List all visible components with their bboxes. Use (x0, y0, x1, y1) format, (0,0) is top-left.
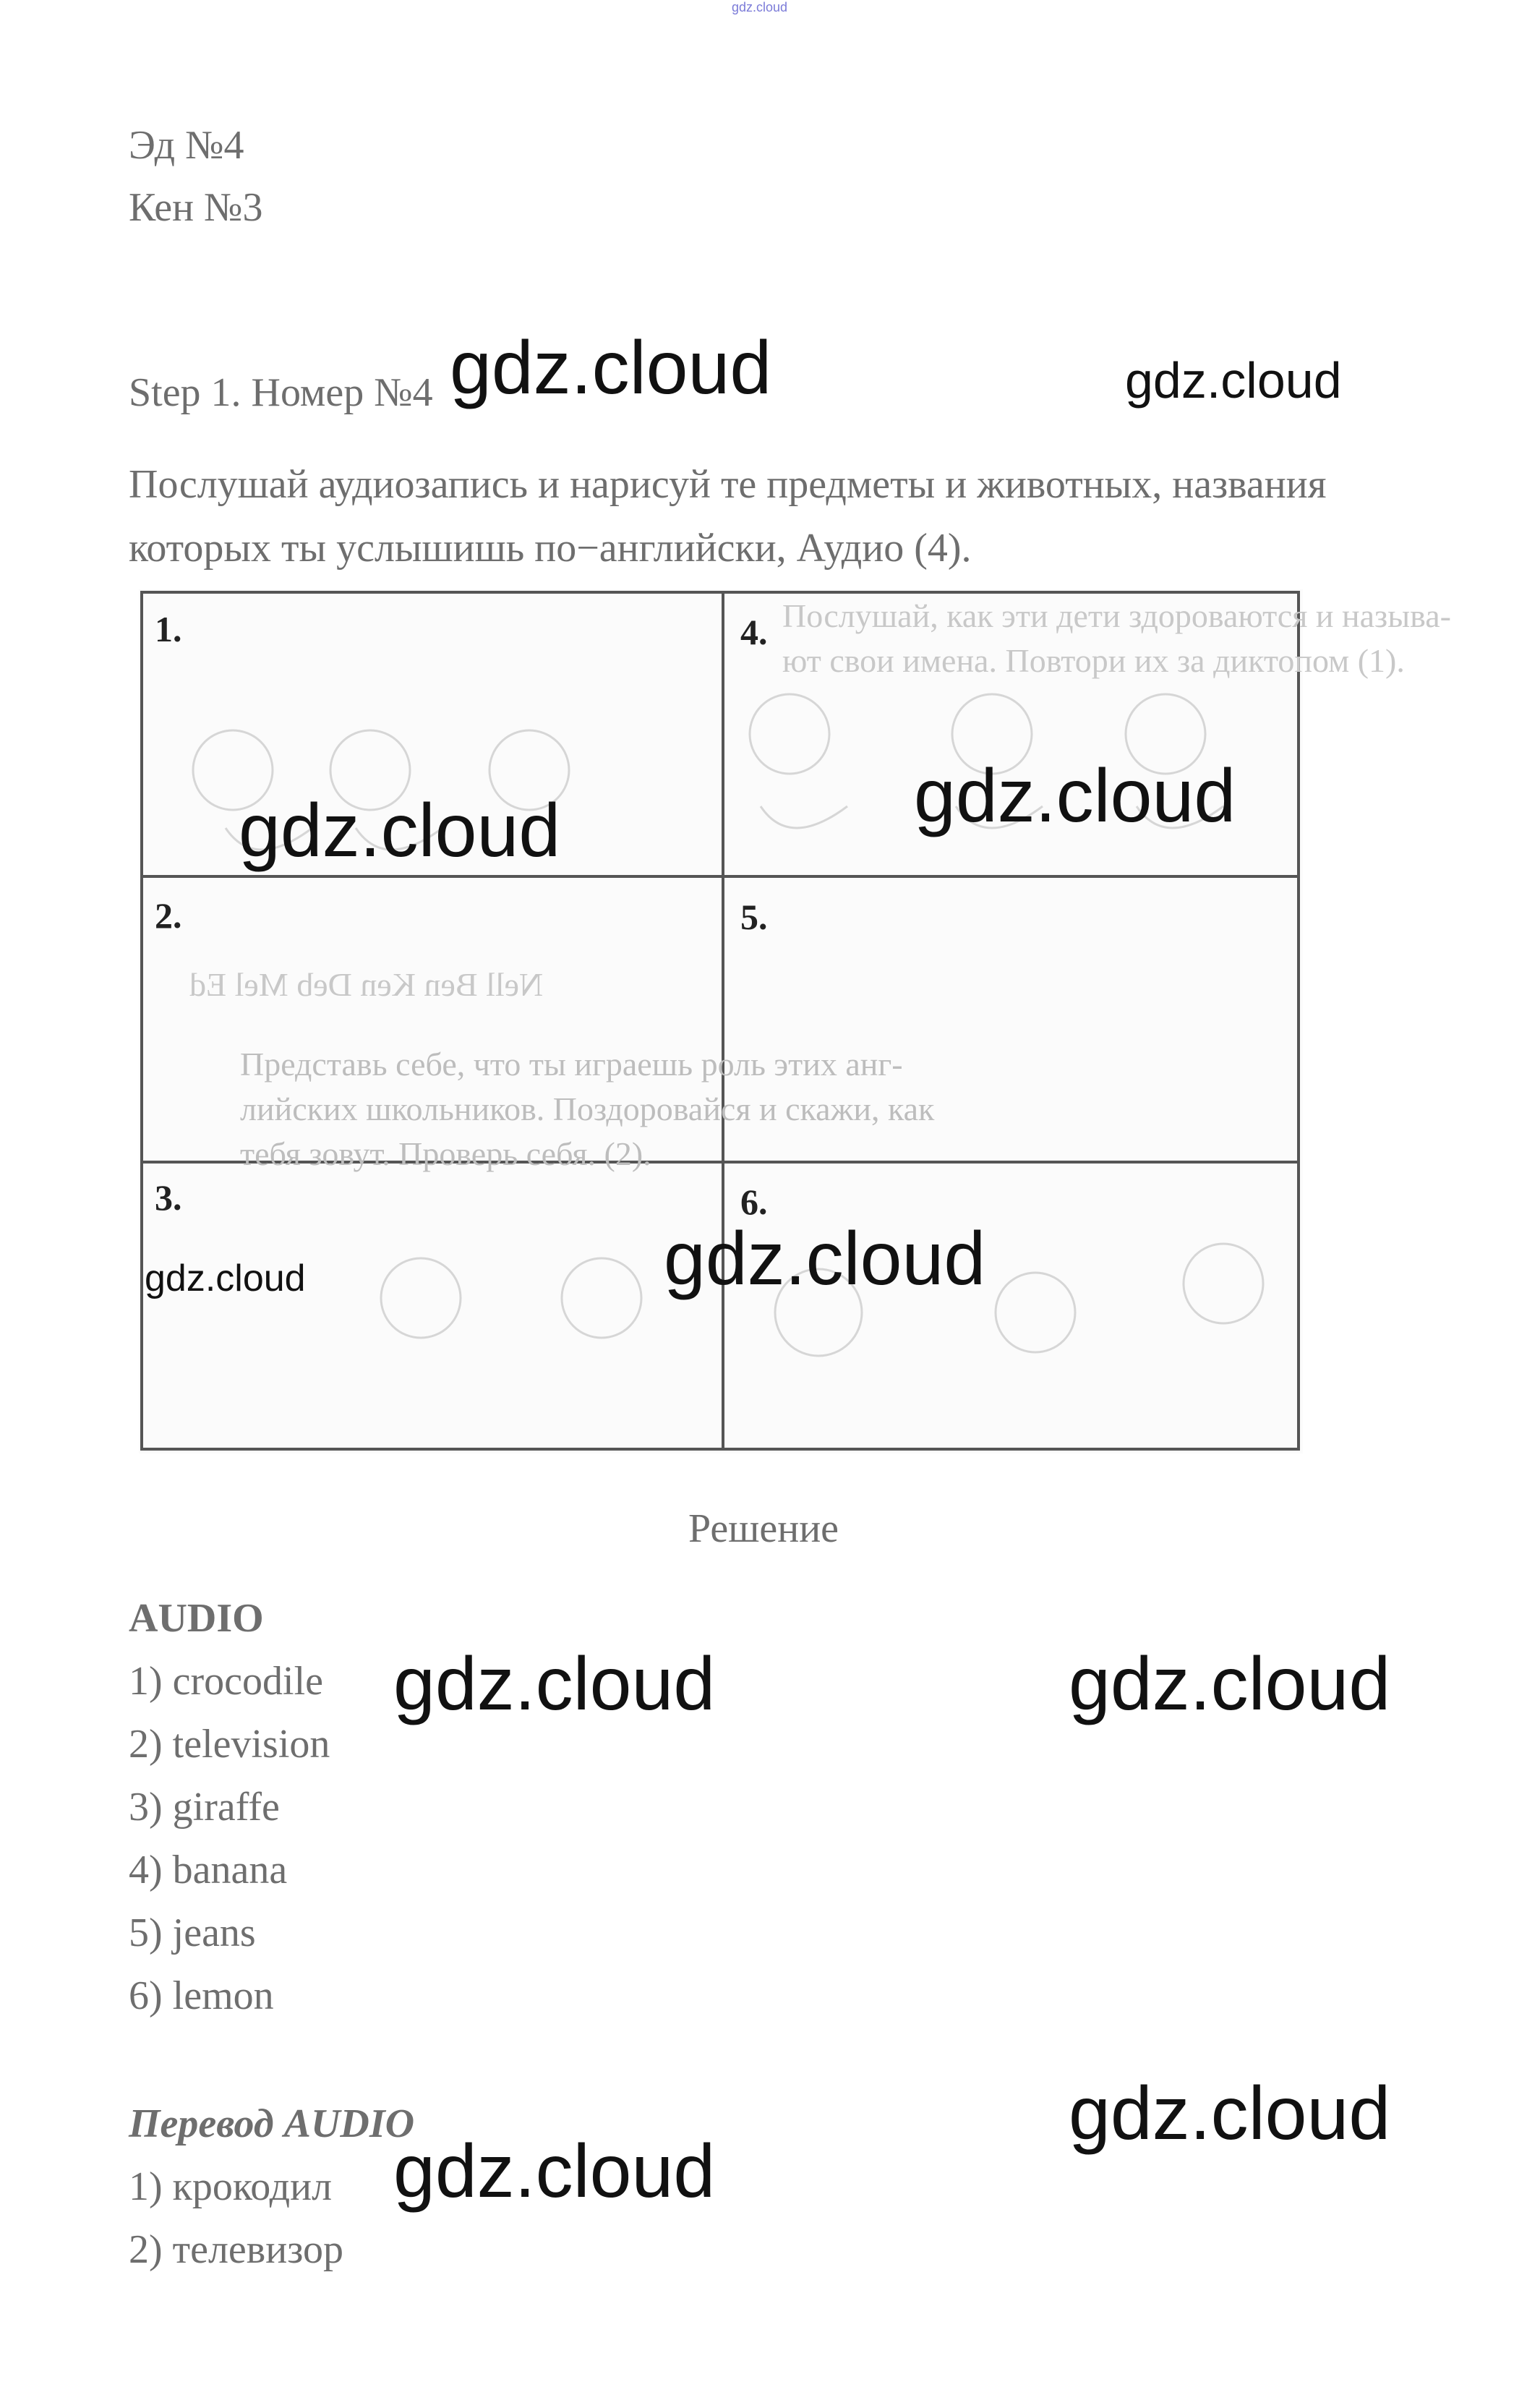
task-text: Послушай аудиозапись и нарисуй те предметы и животных, названия которых ты услышишь по−английски, Аудио (4). (129, 462, 1327, 571)
watermark: gdz.cloud (239, 789, 561, 873)
watermark: gdz.cloud (1069, 2072, 1391, 2156)
audio-item-2: 2) television (129, 1722, 330, 1767)
audio-item-1: 1) crocodile (129, 1659, 323, 1704)
watermark: gdz.cloud (1069, 1642, 1391, 1726)
watermark: gdz.cloud (393, 2130, 716, 2213)
cell-number-1: 1. (155, 609, 182, 649)
answer-line-2: Кен №3 (129, 185, 263, 230)
ghost-names: Nell Ben Ken Deb Mel Ed (189, 966, 544, 1003)
answer-line-1: Эд №4 (129, 123, 244, 168)
cell-number-2: 2. (155, 895, 182, 936)
ghost-text-3: Представь себе, что ты играешь роль этих анг- (240, 1046, 903, 1083)
watermark: gdz.cloud (1125, 352, 1342, 409)
cell-number-5: 5. (740, 897, 768, 937)
cell-number-3: 3. (155, 1177, 182, 1218)
ghost-text-4: лийских школьников. Поздоровайся и скажи, как (240, 1090, 935, 1127)
ghost-text-1: Послушай, как эти дети здороваются и называ- (782, 597, 1451, 634)
translation-item-1: 1) крокодил (129, 2164, 333, 2209)
audio-item-6: 6) lemon (129, 1973, 274, 2018)
translation-title: Перевод AUDIO (129, 2101, 415, 2146)
cell-number-4: 4. (740, 612, 768, 652)
watermark: gdz.cloud (145, 1258, 306, 1299)
watermark: gdz.cloud (393, 1642, 716, 1726)
exercise-image (139, 589, 1451, 1453)
exercise-grid (139, 589, 1303, 1453)
audio-item-4: 4) banana (129, 1848, 288, 1892)
step-title: Step 1. Номер №4 (129, 370, 433, 415)
cell-number-6: 6. (740, 1182, 768, 1222)
ghost-text-5: тебя зовут. Проверь себя. (2). (240, 1135, 651, 1172)
audio-item-5: 5) jeans (129, 1910, 256, 1955)
audio-title: AUDIO (129, 1596, 264, 1641)
audio-item-3: 3) giraffe (129, 1785, 280, 1830)
watermark: gdz.cloud (664, 1217, 986, 1301)
solution-label: Решение (688, 1506, 839, 1551)
translation-item-2: 2) телевизор (129, 2227, 343, 2272)
top-watermark: gdz.cloud (732, 0, 788, 14)
ghost-text-2: ют свои имена. Повтори их за диктопом (1). (782, 642, 1405, 679)
watermark: gdz.cloud (450, 326, 772, 410)
watermark: gdz.cloud (914, 754, 1236, 838)
